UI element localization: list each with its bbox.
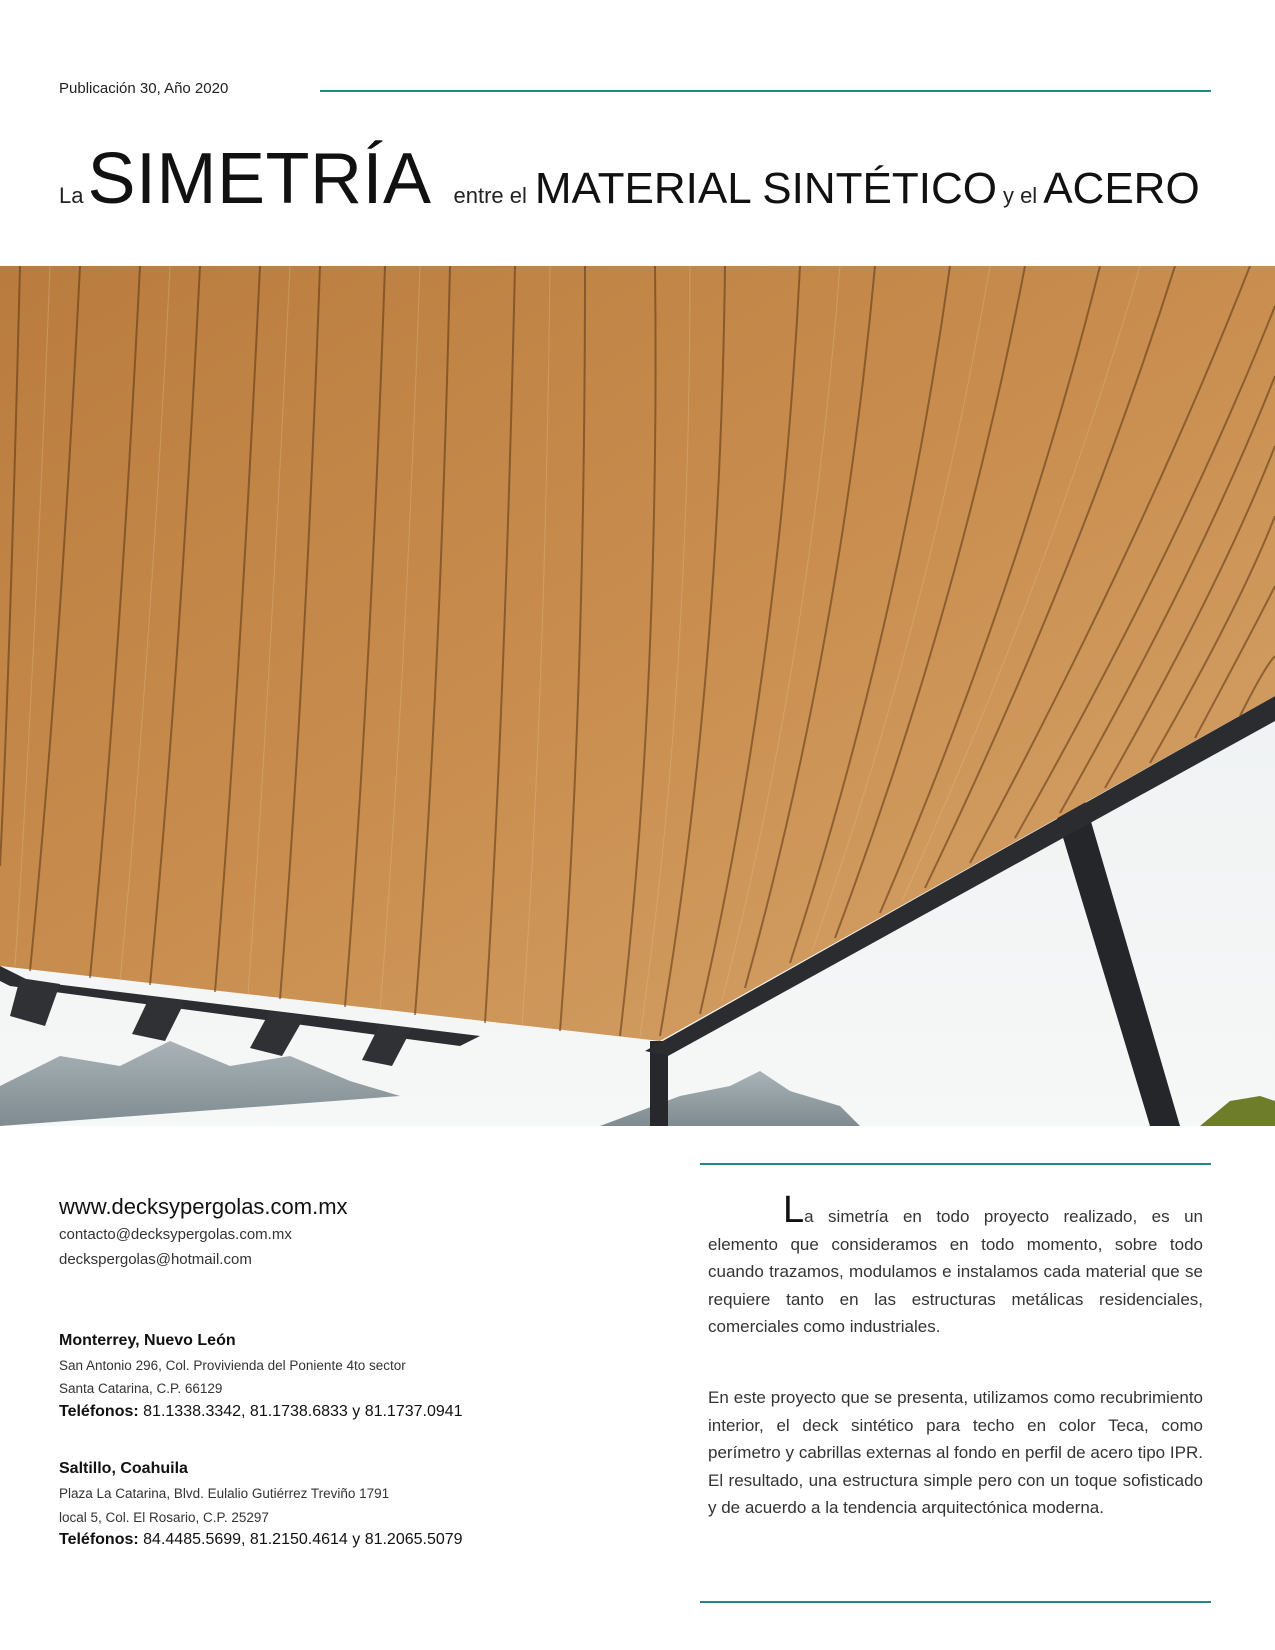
article-paragraph-2-text: En este proyecto que se presenta, utilizamos como recubrimiento interior, el deck sintético para techo en color Teca, como perímetro y cabrillas externas al fondo en perfil de acero tipo IPR. El resultado, una estructura simple pero con un toque sofisticado y de acuerdo a la tendencia arquitectónica moderna.	[708, 1388, 1203, 1517]
article-paragraph-1-text: a simetría en todo proyecto realizado, es un elemento que consideramos en todo momento, sobre todo cuando trazamos, modulamos e instalamos cada material que se requiere tanto en las estructuras metálicas residenciales, comerciales como industriales.	[708, 1207, 1203, 1336]
pergola-ceiling-image	[0, 266, 1275, 1126]
office-monterrey-address-1: San Antonio 296, Col. Provivienda del Poniente 4to sector	[59, 1358, 406, 1373]
website-link[interactable]: www.decksypergolas.com.mx	[59, 1194, 348, 1219]
article-bottom-divider	[700, 1601, 1211, 1603]
title-word-entre-el: entre el	[453, 183, 527, 208]
article-paragraph-2	[708, 1384, 1203, 1522]
title-word-y-el: y el	[1002, 183, 1038, 208]
office-monterrey-phones	[59, 1403, 463, 1421]
office-monterrey-title: Monterrey, Nuevo León	[59, 1332, 236, 1349]
office-monterrey-address-2: Santa Catarina, C.P. 66129	[59, 1381, 223, 1396]
hero-photo	[0, 266, 1275, 1126]
title-word-acero: ACERO	[1043, 164, 1200, 213]
title-word-material-sintetico: MATERIAL SINTÉTICO	[534, 164, 997, 213]
email-contacto[interactable]: contacto@decksypergolas.com.mx	[59, 1226, 292, 1243]
office-saltillo-title: Saltillo, Coahuila	[59, 1460, 188, 1477]
phones-label: Teléfonos:	[59, 1403, 139, 1420]
publication-label: Publicación 30, Año 2020	[59, 80, 229, 97]
article-paragraph-1	[708, 1189, 1203, 1341]
phones-value: 81.1338.3342, 81.1738.6833 y 81.1737.0941	[143, 1403, 463, 1420]
title-word-la: La	[59, 183, 84, 208]
title-word-simetria: SIMETRÍA	[87, 139, 432, 219]
phones-value: 84.4485.5699, 81.2150.4614 y 81.2065.5079	[143, 1531, 463, 1548]
office-saltillo-phones	[59, 1531, 463, 1549]
email-hotmail[interactable]: deckspergolas@hotmail.com	[59, 1251, 252, 1268]
office-saltillo-address-2: local 5, Col. El Rosario, C.P. 25297	[59, 1510, 269, 1525]
office-saltillo-address-1: Plaza La Catarina, Blvd. Eulalio Gutiérrez Treviño 1791	[59, 1486, 390, 1501]
dropcap: L	[783, 1189, 805, 1231]
phones-label: Teléfonos:	[59, 1531, 139, 1548]
header-divider	[320, 90, 1211, 92]
page-title	[59, 138, 1211, 220]
article-top-divider	[700, 1163, 1211, 1165]
